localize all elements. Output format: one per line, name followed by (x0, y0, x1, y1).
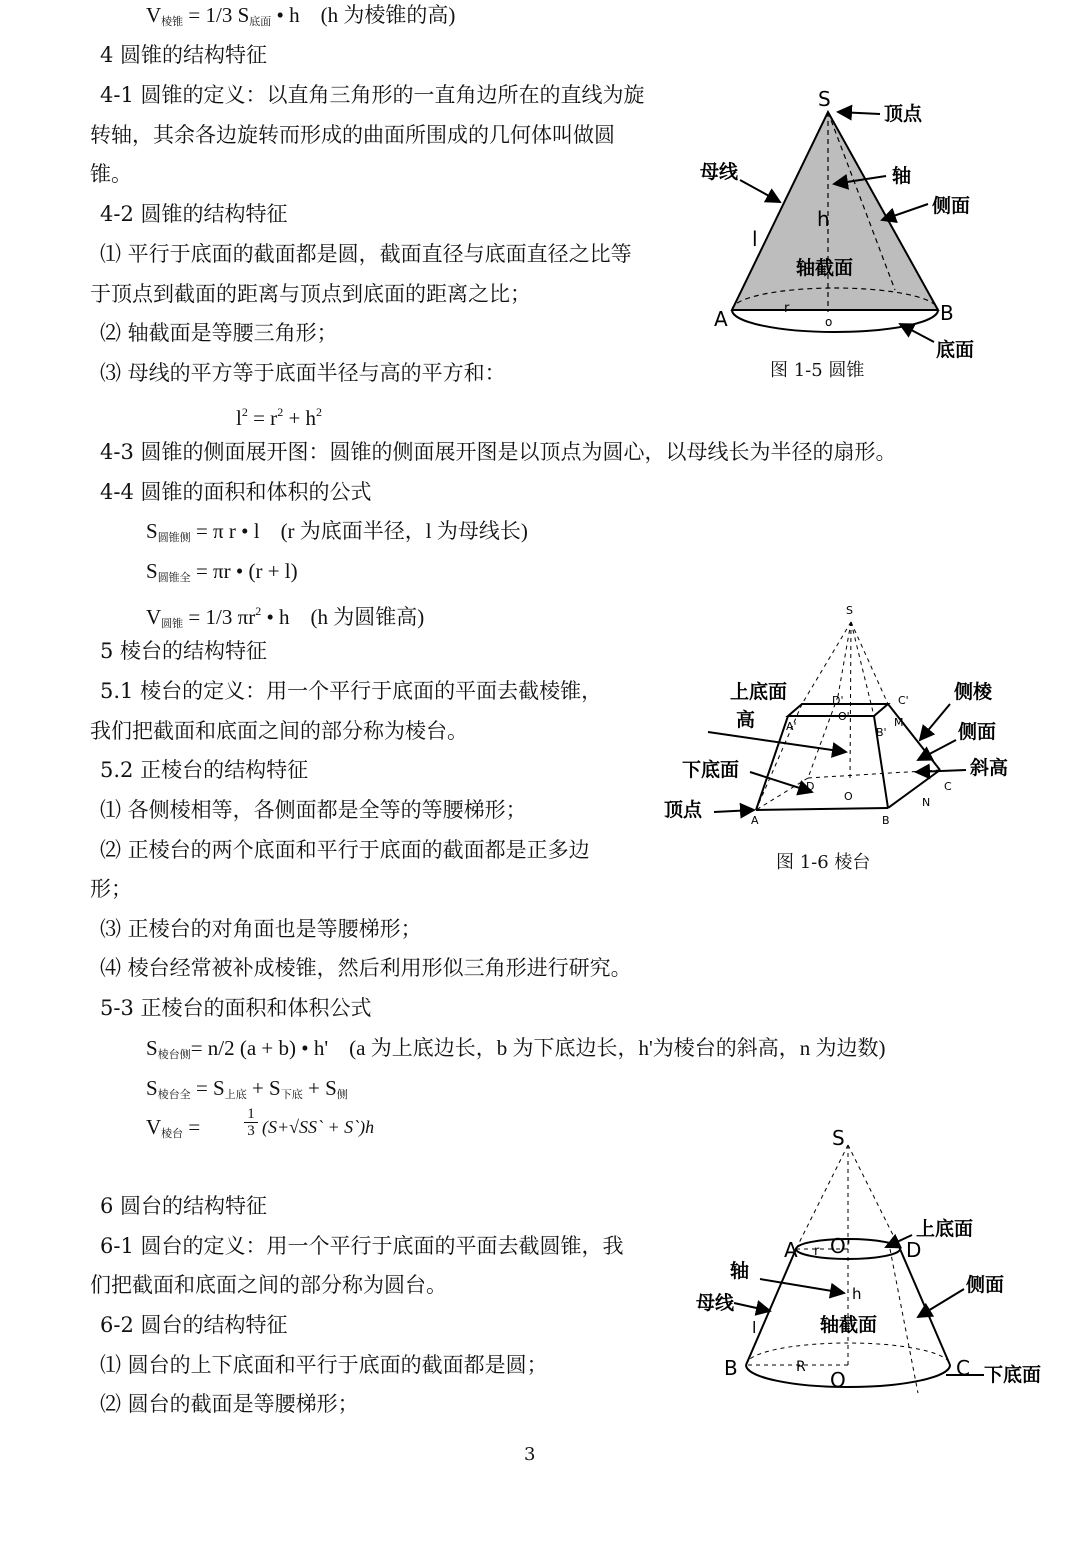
frustum-cone-figure (690, 1125, 1060, 1405)
label-r: r (814, 1244, 820, 1259)
label-lateral-face: 侧面 (958, 721, 997, 743)
label-generatrix: 母线 (700, 161, 739, 183)
cone-area-heading: 4-4 圆锥的面积和体积的公式 (100, 480, 372, 504)
label-l: l (752, 227, 758, 251)
label-vertex: 顶点 (884, 103, 923, 125)
cone-definition-line: 锥。 (90, 162, 132, 186)
point-A: A (751, 814, 759, 827)
frustum-area-heading: 5-3 正棱台的面积和体积公式 (100, 996, 372, 1020)
cone-feature-line: ⑴ 平行于底面的截面都是圆，截面直径与底面直径之比等 (100, 242, 632, 266)
frustum-feature-line: 形； (90, 877, 132, 901)
pyramid-volume-formula: $V_{棱锥} = 1/3$ $S_{底面}$ • h (h 为棱锥的高) (146, 3, 456, 28)
point-S: S (832, 1126, 845, 1150)
label-axis: 轴 (892, 165, 912, 187)
point-A1: A' (786, 720, 797, 733)
point-D: D (806, 780, 815, 793)
label-height: 高 (736, 709, 756, 731)
frustum-definition-line: 5.1 棱台的定义：用一个平行于底面的平面去截棱锥， (100, 679, 603, 703)
point-O1: O' (838, 710, 850, 723)
point-O1: O' (830, 1234, 852, 1258)
frustum-cone-definition-line: 6-1 圆台的定义：用一个平行于底面的平面去截圆锥，我 (100, 1234, 624, 1258)
point-B1: B' (876, 726, 887, 739)
frustum-feature-line: ⑵ 正棱台的两个底面和平行于底面的截面都是正多边 (100, 838, 590, 862)
section-6-heading: 6 圆台的结构特征 (100, 1194, 268, 1218)
cone-volume-formula: $V_{圆锥} = 1/3$ $\pi r^2$ • h (h 为圆锥高) (146, 604, 425, 630)
frustum-pyramid-figure (660, 600, 1060, 840)
label-r: r (784, 301, 790, 316)
label-h: h (852, 1285, 862, 1303)
label-upper-base: 上底面 (730, 681, 788, 703)
cone-feature-line: ⑶ 母线的平方等于底面半径与高的平方和： (100, 361, 506, 385)
point-D: D (906, 1238, 922, 1262)
label-axial-section: 轴截面 (796, 257, 854, 279)
point-A: A (784, 1238, 798, 1262)
cone-unfold-line: 4-3 圆锥的侧面展开图：圆锥的侧面展开图是以顶点为圆心，以母线长为半径的扇形。 (100, 440, 897, 464)
volume-fraction-body: (S+√SS` + S`)h (262, 1117, 375, 1137)
frustum-cone-definition-line: 们把截面和底面之间的部分称为圆台。 (90, 1273, 447, 1297)
point-N: N (922, 796, 931, 809)
label-lateral-edge: 侧棱 (954, 681, 993, 703)
point-O: O (830, 1368, 846, 1392)
cone-total-area-formula: $S_{圆锥全} = \pi r$ • (r + l) (146, 559, 298, 584)
cone-feature-line: 于顶点到截面的距离与顶点到底面的距离之比； (90, 282, 531, 306)
point-C1: C' (898, 694, 909, 707)
frustum-feature-line: ⑷ 棱台经常被补成棱锥，然后利用形似三角形进行研究。 (100, 956, 632, 980)
label-l: l (752, 1318, 757, 1337)
label-lower-base: 下底面 (682, 759, 740, 781)
point-B: B (940, 301, 954, 325)
cone-feature-line: ⑵ 轴截面是等腰三角形； (100, 321, 338, 345)
label-axial-section: 轴截面 (820, 1314, 878, 1336)
point-A: A (714, 307, 728, 331)
frustum-features-heading: 5.2 正棱台的结构特征 (100, 758, 309, 782)
frustum-lateral-area-formula: $S_{棱台侧}= n/2$ (a + b) • h' (a 为上底边长，b 为下底边长，h'为棱台的斜高，n 为边数) (146, 1036, 886, 1061)
cone-definition-line: 转轴，其余各边旋转而形成的曲面所围成的几何体叫做圆 (90, 123, 615, 147)
label-lower-base: 下底面 (984, 1364, 1042, 1386)
label-R: R (796, 1359, 806, 1375)
frustum-cone-feature-line: ⑵ 圆台的截面是等腰梯形； (100, 1392, 359, 1416)
point-S: S (846, 604, 853, 617)
point-D1: D' (832, 694, 844, 707)
label-vertex: 顶点 (664, 799, 703, 821)
label-o: o (825, 315, 833, 329)
label-upper-base: 上底面 (916, 1218, 974, 1240)
point-M: M (894, 716, 904, 729)
frustum-total-area-formula: $S_{棱台全} = S_{上底} + S_{下底} + S_侧$ (146, 1076, 348, 1101)
frustum-feature-line: ⑴ 各侧棱相等，各侧面都是全等的等腰梯形； (100, 798, 527, 822)
frustum-cone-feature-line: ⑴ 圆台的上下底面和平行于底面的截面都是圆； (100, 1353, 548, 1377)
volume-fraction: 1 3 (244, 1106, 258, 1139)
point-S: S (818, 87, 831, 111)
label-slant-height: 斜高 (970, 757, 1009, 779)
figure-1-5-caption: 图 1-5 圆锥 (770, 360, 865, 381)
frustum-feature-line: ⑶ 正棱台的对角面也是等腰梯形； (100, 917, 422, 941)
label-axis: 轴 (730, 1260, 750, 1282)
generatrix-formula: $l^2 = r^2 + h^2$ (236, 405, 323, 430)
figure-1-6-caption: 图 1-6 棱台 (776, 852, 871, 873)
point-B: B (882, 814, 890, 827)
frustum-cone-features-heading: 6-2 圆台的结构特征 (100, 1313, 288, 1337)
label-generatrix: 母线 (696, 1292, 735, 1314)
point-O: O (844, 790, 853, 803)
label-lateral: 侧面 (966, 1274, 1005, 1296)
cone-definition-line: 4-1 圆锥的定义：以直角三角形的一直角边所在的直线为旋 (100, 83, 645, 107)
label-base: 底面 (936, 339, 975, 360)
cone-features-heading: 4-2 圆锥的结构特征 (100, 202, 288, 226)
label-h: h (817, 207, 830, 231)
label-lateral: 侧面 (932, 195, 971, 217)
point-C: C (956, 1356, 970, 1380)
frustum-definition-line: 我们把截面和底面之间的部分称为棱台。 (90, 719, 468, 743)
cone-figure (690, 80, 1000, 360)
point-C: C (944, 780, 952, 793)
page-number: 3 (524, 1444, 536, 1465)
point-B: B (724, 1356, 738, 1380)
section-5-heading: 5 棱台的结构特征 (100, 639, 268, 663)
section-4-heading: 4 圆锥的结构特征 (100, 43, 268, 67)
cone-lateral-area-formula: $S_{圆锥侧} = \pi$ r • l (r 为底面半径，l 为母线长) (146, 519, 528, 544)
frustum-volume-formula: $V_{棱台}$ = (146, 1115, 201, 1140)
